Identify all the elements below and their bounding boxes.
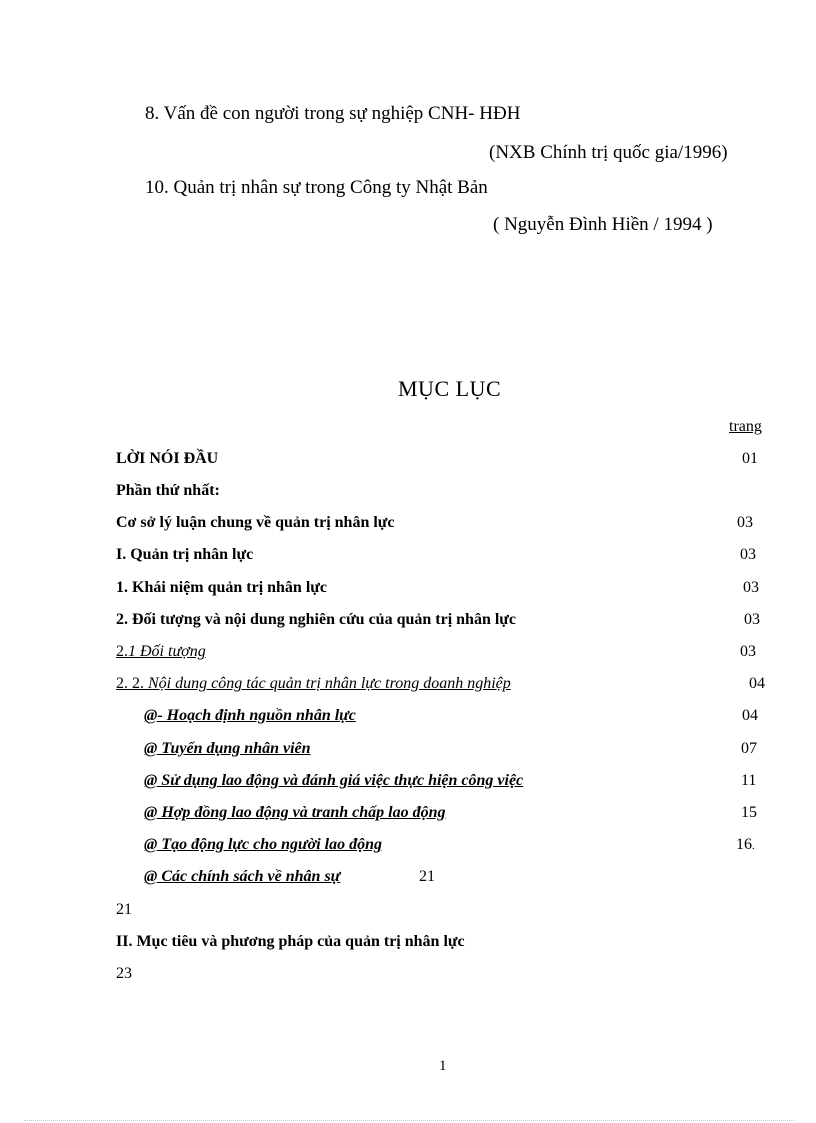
reference-10-source: ( Nguyễn Đình Hiền / 1994 )	[493, 214, 713, 235]
toc-page-doi-tuong: 03	[740, 643, 756, 660]
toc-page-chinh-sach: 21	[419, 868, 435, 885]
toc-entry-hoach-dinh[interactable]: @- Hoạch định nguồn nhân lực	[144, 707, 356, 724]
toc-page-header: trang	[729, 418, 762, 435]
reference-8-title: 8. Vấn đề con người trong sự nghiệp CNH- HĐH	[145, 103, 521, 124]
page-bottom-divider	[24, 1120, 794, 1121]
toc-page-hop-dong: 15	[741, 804, 757, 821]
toc-entry-khai-niem: 1. Khái niệm quản trị nhân lực	[116, 579, 327, 596]
reference-8-source: (NXB Chính trị quốc gia/1996)	[489, 142, 728, 163]
toc-page-su-dung-lao-dong: 11	[741, 772, 757, 789]
toc-page-tao-dong-luc	[736, 836, 755, 854]
toc-page-hoach-dinh: 04	[742, 707, 758, 724]
toc-page-loi-noi-dau: 01	[742, 450, 758, 467]
toc-page-wrapped-21: 21	[116, 901, 132, 918]
toc-page-wrapped-23: 23	[116, 965, 132, 982]
toc-title: MỤC LỤC	[398, 376, 502, 401]
toc-entry-su-dung-lao-dong[interactable]: @ Sử dụng lao động và đánh giá việc thực hiện công việc	[144, 772, 524, 789]
toc-entry-doi-tuong[interactable]	[116, 643, 206, 661]
toc-entry-doi-tuong-label: 1 Đối tượng	[128, 643, 206, 660]
toc-page-tao-dong-luc-suffix: .	[752, 840, 755, 852]
toc-page-tao-dong-luc-number: 16	[736, 836, 752, 853]
toc-entry-loi-noi-dau: LỜI NÓI ĐẦU	[116, 450, 219, 467]
toc-entry-tao-dong-luc[interactable]: @ Tạo động lực cho người lao động	[144, 836, 382, 853]
toc-entry-noi-dung-cong-tac[interactable]	[116, 675, 511, 693]
page-number: 1	[439, 1058, 447, 1074]
toc-page-doi-tuong-noi-dung: 03	[744, 611, 760, 628]
toc-page-quan-tri-nhan-luc: 03	[740, 546, 756, 563]
toc-entry-hop-dong[interactable]: @ Hợp đồng lao động và tranh chấp lao động	[144, 804, 446, 821]
toc-entry-noi-dung-label: Nội dung công tác quản trị nhân lực trong doanh nghiệp	[148, 675, 511, 692]
toc-entry-quan-tri-nhan-luc: I. Quản trị nhân lực	[116, 546, 254, 563]
toc-page-co-so-ly-luan: 03	[737, 514, 753, 531]
toc-entry-doi-tuong-noi-dung: 2. Đối tượng và nội dung nghiên cứu của quản trị nhân lực	[116, 611, 516, 628]
toc-entry-phan-thu-nhat: Phần thứ nhất:	[116, 482, 220, 499]
toc-page-khai-niem: 03	[743, 579, 759, 596]
toc-page-tuyen-dung: 07	[741, 740, 757, 757]
toc-entry-tuyen-dung[interactable]: @ Tuyển dụng nhân viên	[144, 740, 311, 757]
toc-entry-muc-tieu-phuong-phap: II. Mục tiêu và phương pháp của quản trị nhân lực	[116, 933, 465, 950]
toc-entry-co-so-ly-luan: Cơ sở lý luận chung về quản trị nhân lực	[116, 514, 395, 531]
reference-10-title: 10. Quản trị nhân sự trong Công ty Nhật Bản	[145, 177, 488, 198]
toc-entry-chinh-sach[interactable]: @ Các chính sách về nhân sự	[144, 868, 341, 885]
toc-entry-doi-tuong-prefix: 2.	[116, 643, 128, 660]
toc-page-noi-dung-cong-tac: 04	[749, 675, 765, 692]
toc-entry-noi-dung-prefix: 2. 2.	[116, 675, 148, 692]
